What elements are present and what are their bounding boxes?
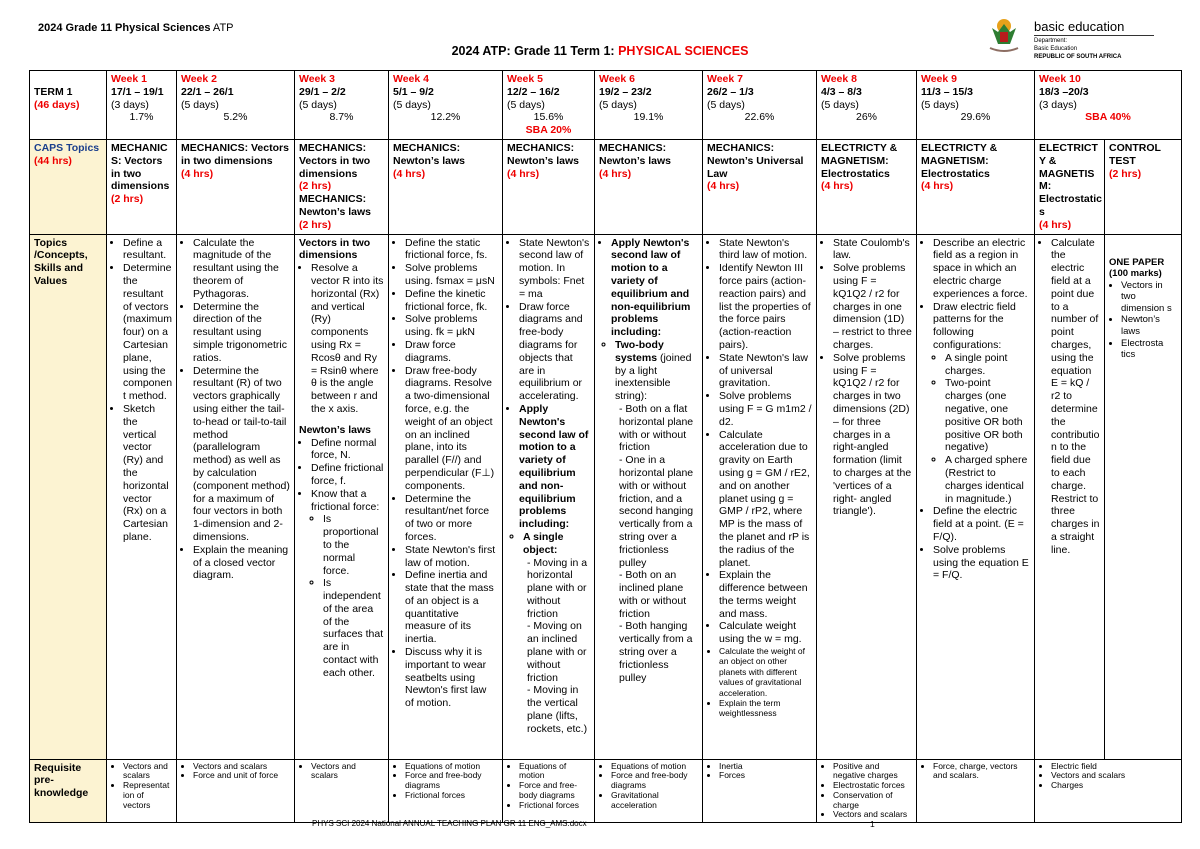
- list-item: • Frictional forces: [519, 801, 590, 811]
- week-6-header: Week 6 19/2 – 23/2 (5 days) 19.1%: [595, 71, 703, 140]
- week-8-header: Week 8 4/3 – 8/3 (5 days) 26%: [817, 71, 917, 140]
- caps-control-test: CONTROL TEST (2 hrs): [1105, 140, 1182, 235]
- week-4-header: Week 4 5/1 – 9/2 (5 days) 12.2%: [389, 71, 503, 140]
- list-item: • Apply Newton's second law of motion to a variety of equilibrium and non-equilibrium problems including:: [519, 403, 590, 531]
- list-item: • State Newton's first law of motion.: [405, 544, 498, 570]
- caps-w6: MECHANICS: Newton’s laws (4 hrs): [595, 140, 703, 235]
- list-item: • Solve problems using. fk = μkN: [405, 313, 498, 339]
- requisite-row: [30, 759, 1182, 823]
- list-item: • Conservation of charge: [833, 791, 912, 811]
- list-item: • State Newton's third law of motion.: [719, 237, 812, 263]
- list-item: • Know that a frictional force:: [311, 488, 384, 514]
- caps-w9: ELECTRICTY & MAGNETISM: Electrostatics (4 hrs): [917, 140, 1035, 235]
- list-item: ◦ Two-body systems (joined by a light inextensible string):: [615, 339, 698, 403]
- caps-w3: MECHANICS: Vectors in two dimensions (2 hrs) MECHANICS: Newton’s laws (2 hrs): [295, 140, 389, 235]
- list-item: - Both hanging vertically from a string over a frictionless pulley: [619, 620, 693, 684]
- list-item: • Electrostatic forces: [833, 781, 912, 791]
- week-5-header: Week 5 12/2 – 16/2 (5 days) 15.6% SBA 20%: [503, 71, 595, 140]
- page-title: 2024 ATP: Grade 11 Term 1: PHYSICAL SCIENCES: [451, 44, 749, 58]
- req-w2: [177, 759, 295, 823]
- list-item: • Vectors and scalars: [193, 762, 290, 772]
- list-item: • Draw force diagrams and free-body diagrams for objects that are in equilibrium or accelerating.: [519, 301, 590, 403]
- list-item: • Charges: [1051, 781, 1177, 791]
- list-item: • Vectors in two dimension s: [1121, 280, 1177, 315]
- list-item: • Equations of motion: [519, 762, 590, 782]
- list-item: • Describe an electric field as a region in space in which an electric charge experiences a force.: [933, 237, 1030, 301]
- list-item: • Frictional forces: [405, 791, 498, 801]
- req-w4: [389, 759, 503, 823]
- req-w6: [595, 759, 703, 823]
- list-item: - Moving in a horizontal plane with or without friction: [527, 556, 588, 620]
- topics-w4: [389, 234, 503, 759]
- list-item: • Define inertia and state that the mass of an object is a quantitative measure of its inertia.: [405, 569, 498, 646]
- list-item: • Gravitational acceleration: [611, 791, 698, 811]
- list-item: • Draw free-body diagrams. Resolve a two-dimensional force, e.g. the weight of an object on an inclined plane, into its parallel (F//) and perpendicular (F⊥) components.: [405, 365, 498, 493]
- list-item: ◦ Two-point charges (one negative, one positive OR both positive OR both negative): [945, 377, 1030, 454]
- requisite-label: Requisite pre-knowledge: [30, 759, 107, 823]
- list-item: - Moving on an inclined plane with or without friction: [527, 620, 587, 684]
- caps-w7: MECHANICS: Newton’s Universal Law (4 hrs): [703, 140, 817, 235]
- list-item: • Draw force diagrams.: [405, 339, 498, 365]
- list-item: • Explain the difference between the terms weight and mass.: [719, 569, 812, 620]
- list-item: • Representat ion of vectors: [123, 781, 172, 810]
- week-10-header: Week 10 18/3 –20/3 (3 days) SBA 40%: [1035, 71, 1182, 140]
- list-item: • Sketch the vertical vector (Ry) and the horizontal vector (Rx) on a Cartesian plane.: [123, 403, 172, 544]
- list-item: • Force and free-body diagrams: [405, 771, 498, 791]
- list-item: • Identify Newton III force pairs (action-reaction pairs) and list the properties of the force pairs (action-reaction pairs).: [719, 262, 812, 352]
- list-item: - Moving in the vertical plane (lifts, rockets, etc.): [527, 684, 588, 735]
- department-logo-text: basic education Department: Basic Education REPUBLIC OF SOUTH AFRICA: [1034, 20, 1154, 60]
- list-item: • Determine the resultant/net force of two or more forces.: [405, 493, 498, 544]
- list-item: ◦ A single point charges.: [945, 352, 1030, 378]
- list-item: • Calculate weight using the w = mg.: [719, 620, 812, 646]
- week-7-header: Week 7 26/2 – 1/3 (5 days) 22.6%: [703, 71, 817, 140]
- week-2-header: Week 2 22/1 – 26/1 (5 days) 5.2%: [177, 71, 295, 140]
- list-item: • Electric field: [1051, 762, 1177, 772]
- caps-w2: MECHANICS: Vectors in two dimensions (4 hrs): [177, 140, 295, 235]
- list-item: • Positive and negative charges: [833, 762, 912, 782]
- list-item: • State Newton's law of universal gravitation.: [719, 352, 812, 390]
- footer-filename: PHYS SCI 2024 National ANNUAL TEACHING PLAN GR 11 ENG_AMS.docx: [312, 819, 587, 828]
- caps-label: CAPS Topics (44 hrs): [30, 140, 107, 235]
- list-item: • State Newton's second law of motion. In symbols: Fnet = ma: [519, 237, 590, 301]
- list-item: • State Coulomb's law.: [833, 237, 912, 263]
- req-w3: [295, 759, 389, 823]
- caps-w1: MECHANIC S: Vectors in two dimensions (2 hrs): [107, 140, 177, 235]
- list-item: • Inertia: [719, 762, 812, 772]
- list-item: • Determine the resultant of vectors (maximum four) on a Cartesian plane, using the componen t method.: [123, 262, 172, 403]
- caps-w4: MECHANICS: Newton’s laws (4 hrs): [389, 140, 503, 235]
- term-cell: TERM 1 (46 days): [30, 71, 107, 140]
- atp-table: [29, 70, 1182, 823]
- req-w7: [703, 759, 817, 823]
- list-item: • Define the static frictional force, fs.: [405, 237, 498, 263]
- req-w10: [1035, 759, 1182, 823]
- list-item: - Both on an inclined plane with or without friction: [619, 569, 687, 620]
- caps-w5: MECHANICS: Newton’s laws (4 hrs): [503, 140, 595, 235]
- topics-w8: [817, 234, 917, 759]
- topics-control-test: [1105, 234, 1182, 759]
- list-item: ◦ Is independent of the area of the surfaces that are in contact with each other.: [323, 577, 384, 679]
- week-header-row: [30, 71, 1182, 140]
- list-item: • Equations of motion: [405, 762, 498, 772]
- caps-w10: ELECTRICT Y & MAGNETIS M: Electrostatic s (4 hrs): [1035, 140, 1105, 235]
- list-item: ◦ A charged sphere (Restrict to charges identical in magnitude.): [945, 454, 1030, 505]
- list-item: • Force, charge, vectors and scalars.: [933, 762, 1030, 782]
- header-title: 2024 Grade 11 Physical Sciences ATP: [38, 22, 234, 34]
- req-w1: [107, 759, 177, 823]
- list-item: • Solve problems using the equation E = F/Q.: [933, 544, 1030, 582]
- week-9-header: Week 9 11/3 – 15/3 (5 days) 29.6%: [917, 71, 1035, 140]
- list-item: - Both on a flat horizontal plane with or without friction: [619, 402, 694, 454]
- list-item: • Determine the resultant (R) of two vectors graphically using either the tail-to-head or tail-to-tail method (parallelogram method) as well as by calculation (component method) for a maximum of four vectors in both 1-dimension and 2-dimensions.: [193, 365, 290, 544]
- list-item: • Define a resultant.: [123, 237, 172, 263]
- list-item: • Draw electric field patterns for the following configurations:: [933, 301, 1030, 352]
- week-1-header: Week 1 17/1 – 19/1 (3 days) 1.7%: [107, 71, 177, 140]
- list-item: • Calculate the weight of an object on other planets with different values of gravitational acceleration.: [719, 646, 812, 698]
- section-heading: Newton’s laws: [299, 423, 371, 436]
- topics-row: [30, 234, 1182, 759]
- topics-w1: [107, 234, 177, 759]
- list-item: • Define the electric field at a point. (E = F/Q).: [933, 505, 1030, 543]
- list-item: - One in a horizontal plane with or without friction, and a second hanging vertically from a string over a frictionless pulley: [619, 454, 694, 569]
- topics-w5: [503, 234, 595, 759]
- list-item: • Vectors and scalars: [1051, 771, 1177, 781]
- list-item: • Explain the meaning of a closed vector diagram.: [193, 544, 290, 582]
- page-number: 1: [870, 819, 875, 829]
- list-item: • Force and free-body diagrams: [611, 771, 698, 791]
- list-item: • Discuss why it is important to wear seatbelts using Newton's first law of motion.: [405, 646, 498, 710]
- list-item: • Solve problems using F = kQ1Q2 / r2 for charges in two dimensions (2D) – for three charges in a right-angled formation (limit to charges at the 'vertices of a right- angled triangle').: [833, 352, 912, 518]
- topics-label: Topics /Concepts, Skills and Values: [30, 234, 107, 759]
- list-item: ◦ Is proportional to the normal force.: [323, 513, 384, 577]
- list-item: • Explain the term weightlessness: [719, 698, 812, 719]
- list-item: • Vectors and scalars: [833, 810, 912, 820]
- list-item: • Calculate the electric field at a point due to a number of point charges, using the equation E = kQ / r2 to determine the contributio n to the field due to each charge. Restrict to three charges in a straight line.: [1051, 237, 1100, 557]
- list-item: • Calculate the magnitude of the resultant using the theorem of Pythagoras.: [193, 237, 290, 301]
- week-3-header: Week 3 29/1 – 2/2 (5 days) 8.7%: [295, 71, 389, 140]
- topics-w9: [917, 234, 1035, 759]
- req-w9: [917, 759, 1035, 823]
- list-item: • Calculate acceleration due to gravity on Earth using g = GM / rE2, and on another planet using g = GMP / rP2, where MP is the mass of the planet and rP is the radius of the planet.: [719, 429, 812, 570]
- list-item: • Force and unit of force: [193, 771, 290, 781]
- list-item: • Define the kinetic frictional force, fk.: [405, 288, 498, 314]
- control-test-title: ONE PAPER (100 marks): [1109, 256, 1165, 280]
- list-item: • Apply Newton's second law of motion to a variety of equilibrium and non-equilibrium problems including:: [611, 237, 698, 339]
- topics-w2: [177, 234, 295, 759]
- list-item: • Define frictional force, f.: [311, 462, 384, 488]
- list-item: ◦ A single object:: [523, 531, 590, 557]
- list-item: • Solve problems using F = G m1m2 / d2.: [719, 390, 812, 428]
- req-w8: [817, 759, 917, 823]
- list-item: • Newton’s laws: [1121, 314, 1177, 337]
- topics-w6: [595, 234, 703, 759]
- list-item: • Define normal force, N.: [311, 437, 384, 463]
- list-item: • Vectors and scalars: [311, 762, 384, 782]
- list-item: • Resolve a vector R into its horizontal (Rx) and vertical (Ry) components using Rx = Rcosθ and Ry = Rsinθ where θ is the angle between r and the x axis.: [311, 262, 384, 416]
- topics-w10: [1035, 234, 1105, 759]
- list-item: • Equations of motion: [611, 762, 698, 772]
- caps-w8: ELECTRICTY & MAGNETISM: Electrostatics (4 hrs): [817, 140, 917, 235]
- topics-w7: [703, 234, 817, 759]
- list-item: • Forces: [719, 771, 812, 781]
- req-w5: [503, 759, 595, 823]
- caps-topics-row: [30, 140, 1182, 235]
- section-heading: Vectors in two dimensions: [299, 236, 371, 262]
- list-item: • Solve problems using. fsmax = μsN: [405, 262, 498, 288]
- list-item: • Determine the direction of the resultant using simple trigonometric ratios.: [193, 301, 290, 365]
- topics-w3: [295, 234, 389, 759]
- list-item: • Electrosta tics: [1121, 338, 1177, 361]
- list-item: • Solve problems using F = kQ1Q2 / r2 for charges in one dimension (1D) – restrict to three charges.: [833, 262, 912, 352]
- list-item: • Vectors and scalars: [123, 762, 172, 782]
- list-item: • Force and free-body diagrams: [519, 781, 590, 801]
